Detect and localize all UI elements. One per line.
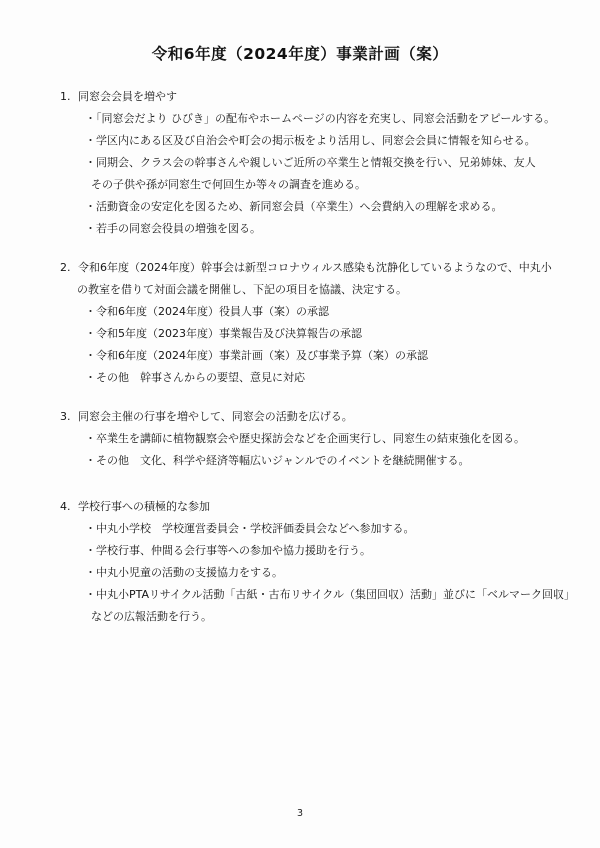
section-1 [60, 86, 560, 240]
list-item: ・中丸小学校 学校運営委員会・学校評価委員会などへ参加する。 [85, 522, 415, 535]
section-heading [60, 257, 560, 279]
list-item: ・中丸小PTAリサイクル活動「古紙・古布リサイクル（集団回収）活動」並びに「ベルマーク回収」 [85, 588, 575, 601]
list-item-continuation: その子供や孫が同窓生で何回生か等々の調査を進める。 [91, 178, 366, 191]
page-number: 3 [296, 808, 304, 819]
list-item: ・その他 文化、科学や経済等幅広いジャンルでのイベントを継続開催する。 [85, 454, 470, 467]
section-number: 3. [60, 410, 71, 423]
section-2 [60, 257, 560, 389]
list-item: ・中丸小児童の活動の支援協力をする。 [85, 566, 283, 579]
list-item: ・その他 幹事さんからの要望、意見に対応 [85, 371, 305, 384]
list-item: ・「同窓会だより ひびき」の配布やホームページの内容を充実し、同窓会活動をアピールする。 [85, 112, 556, 125]
list-item-continuation: などの広報活動を行う。 [91, 610, 212, 623]
list-item: ・令和5年度（2023年度）事業報告及び決算報告の承認 [85, 327, 362, 340]
section-3 [60, 406, 560, 472]
section-heading-text: 同窓会会員を増やす [78, 90, 177, 103]
list-item: ・令和6年度（2024年度）事業計画（案）及び事業予算（案）の承認 [85, 349, 428, 362]
section-heading [60, 406, 560, 428]
list-item: ・若手の同窓会役員の増強を図る。 [85, 222, 261, 235]
list-item: ・卒業生を講師に植物観察会や歴史探訪会などを企画実行し、同窓生の結束強化を図る。 [85, 432, 525, 445]
section-4 [60, 496, 575, 628]
document-title: 令和6年度（2024年度）事業計画（案） [151, 45, 449, 63]
section-heading-text: 令和6年度（2024年度）幹事会は新型コロナウィルス感染も沈静化しているようなので、中丸小 [78, 261, 552, 274]
list-item: ・学校行事、仲間る会行事等への参加や協力援助を行う。 [85, 544, 371, 557]
list-item: ・令和6年度（2024年度）役員人事（案）の承認 [85, 305, 329, 318]
list-item: ・学区内にある区及び自治会や町会の掲示板をより活用し、同窓会会員に情報を知らせる。 [85, 134, 536, 147]
list-item: ・活動資金の安定化を図るため、新同窓会員（卒業生）へ会費納入の理解を求める。 [85, 200, 503, 213]
section-heading-continuation: の教室を借りて対面会議を開催し、下記の項目を協議、決定する。 [77, 283, 407, 296]
section-number: 1. [60, 90, 71, 103]
section-heading-text: 学校行事への積極的な参加 [78, 500, 210, 513]
section-number: 2. [60, 261, 71, 274]
section-number: 4. [60, 500, 71, 513]
list-item: ・同期会、クラス会の幹事さんや親しいご近所の卒業生と情報交換を行い、兄弟姉妹、友人 [85, 156, 536, 169]
section-heading-text: 同窓会主催の行事を増やして、同窓会の活動を広げる。 [78, 410, 353, 423]
section-heading [60, 86, 560, 108]
section-heading [60, 496, 560, 518]
